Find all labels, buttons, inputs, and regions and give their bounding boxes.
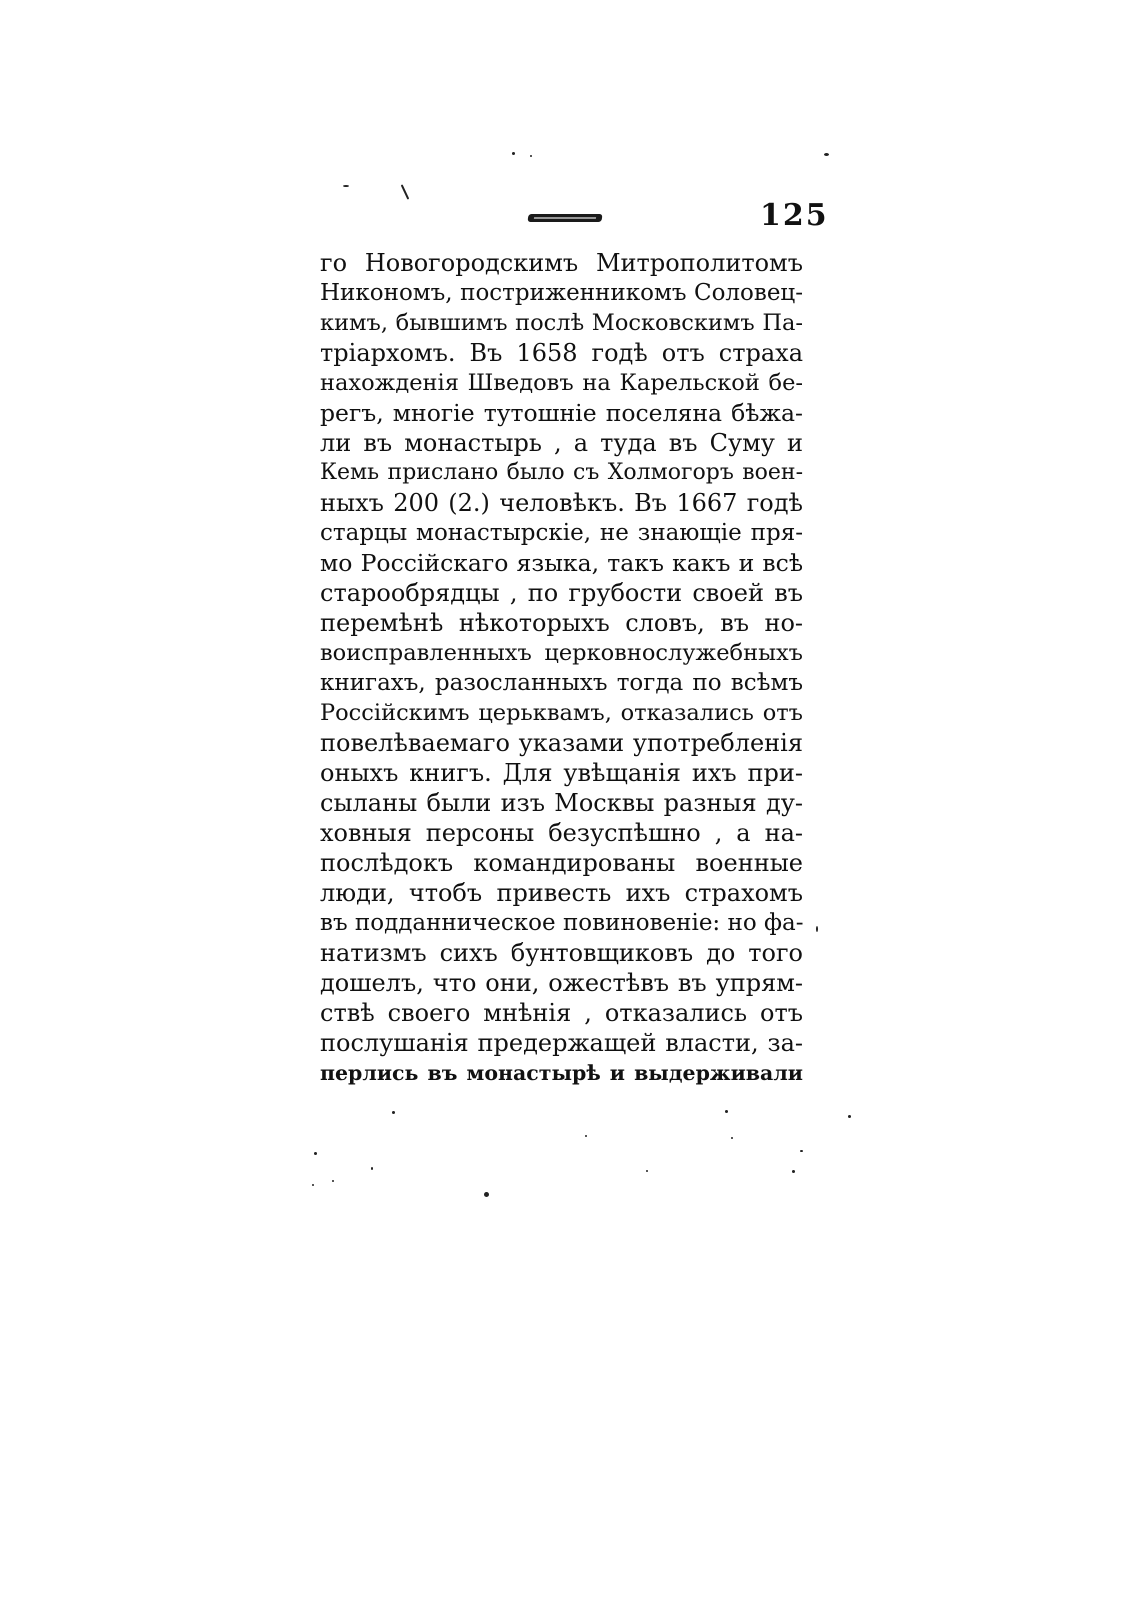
text-line: Россійскимъ церьквамъ, отказались отъ xyxy=(320,700,803,726)
scan-speck xyxy=(848,1115,851,1118)
header-ornament-rule xyxy=(527,214,602,222)
text-line: перлись въ монастырѣ и выдерживали xyxy=(320,1061,803,1085)
text-line: Кемь прислано было съ Холмогоръ воен- xyxy=(320,460,803,485)
text-line: ховныя персоны безуспѣшно , а на- xyxy=(320,819,803,847)
scan-speck xyxy=(401,184,410,199)
text-line: натизмъ сихъ бунтовщиковъ до того xyxy=(320,939,803,967)
text-line: въ подданническое повиновеніе: но фа- xyxy=(320,910,804,936)
text-line: послушанія предержащей власти, за- xyxy=(320,1029,803,1057)
scan-speck xyxy=(332,1180,334,1182)
scan-speck xyxy=(725,1110,728,1113)
scan-speck xyxy=(484,1192,489,1197)
text-line: перемѣнѣ нѣкоторыхъ словъ, въ но- xyxy=(320,609,803,637)
text-line: старцы монастырскіе, не знающіе пря- xyxy=(320,520,803,546)
text-line: Никономъ, постриженникомъ Соловец- xyxy=(320,280,803,306)
text-line: ствѣ своего мнѣнія , отказались отъ xyxy=(320,999,803,1027)
text-line: люди, чтобъ привесть ихъ страхомъ xyxy=(320,879,803,907)
text-line: повелѣваемаго указами употребленія xyxy=(320,729,803,757)
scan-speck xyxy=(343,185,349,187)
scan-speck xyxy=(392,1111,395,1114)
scan-speck xyxy=(312,1184,314,1186)
text-line: регъ, многіе тутошніе поселяна бѣжа- xyxy=(320,399,803,427)
text-line: ли въ монастырь , а туда въ Суму и xyxy=(320,429,803,457)
text-line: нахожденія Шведовъ на Карельской бе- xyxy=(320,370,803,396)
scan-speck xyxy=(792,1170,795,1173)
text-line: книгахъ, разосланныхъ тогда по всѣмъ xyxy=(320,670,803,696)
scan-speck xyxy=(816,926,818,932)
scan-speck xyxy=(800,1150,803,1152)
text-line: мо Россійскаго языка, такъ какъ и всѣ xyxy=(320,549,803,577)
scan-speck xyxy=(314,1152,317,1155)
text-line: ныхъ 200 (2.) человѣкъ. Въ 1667 годѣ xyxy=(320,489,803,517)
text-line: старообрядцы , по грубости своей въ xyxy=(320,579,803,607)
text-line: оныхъ книгъ. Для увѣщанія ихъ при- xyxy=(320,759,803,787)
page-number: 125 xyxy=(760,198,829,233)
text-line: кимъ, бывшимъ послѣ Московскимъ Па- xyxy=(320,310,803,336)
scan-speck xyxy=(646,1170,648,1172)
text-line: дошелъ, что они, ожестѣвъ въ упрям- xyxy=(320,969,803,997)
text-line: послѣдокъ командированы военные xyxy=(320,849,803,877)
text-line: сыланы были изъ Москвы разныя ду- xyxy=(320,789,803,817)
scan-speck xyxy=(731,1137,733,1139)
scan-speck xyxy=(512,152,515,155)
scan-speck xyxy=(371,1167,373,1170)
text-line: воисправленныхъ церковнослужебныхъ xyxy=(320,640,803,666)
body-text xyxy=(320,248,803,1088)
text-line: тріархомъ. Въ 1658 годѣ отъ страха xyxy=(320,339,803,367)
scan-speck xyxy=(585,1135,587,1137)
scan-speck xyxy=(530,155,532,157)
scan-speck xyxy=(824,153,829,156)
text-line: го Новогородскимъ Митрополитомъ xyxy=(320,249,803,277)
